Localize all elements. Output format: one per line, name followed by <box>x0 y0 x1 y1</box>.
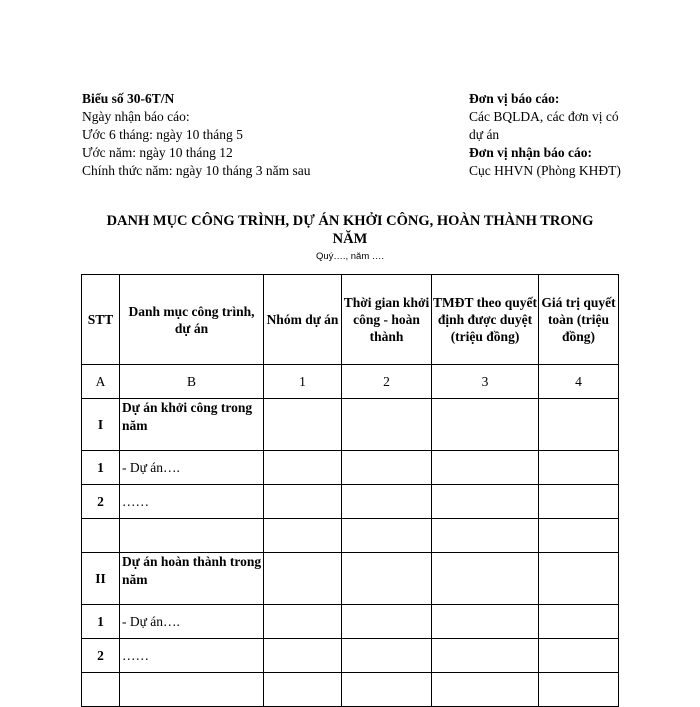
section-stt: II <box>82 553 120 605</box>
section-stt: I <box>82 399 120 451</box>
receiving-unit-label: Đơn vị nhận báo cáo: <box>469 145 593 160</box>
code-cell: 2 <box>342 365 432 399</box>
code-row <box>82 365 619 399</box>
header-left <box>82 90 382 180</box>
reporting-unit-label: Đơn vị báo cáo: <box>469 91 560 106</box>
section-row <box>82 553 619 605</box>
table-row <box>82 451 619 485</box>
row-stt: 2 <box>82 485 120 519</box>
table-header-row <box>82 275 619 365</box>
reporting-unit-value: Các BQLDA, các đơn vị có dự án <box>469 109 619 142</box>
document-subtitle: Quý…., năm …. <box>315 251 385 262</box>
row-stt: 1 <box>82 451 120 485</box>
project-table <box>81 274 619 707</box>
header-stt: STT <box>82 275 120 365</box>
table-row <box>82 485 619 519</box>
row-name: - Dự án…. <box>120 451 264 485</box>
estimate-year: Ước năm: ngày 10 tháng 12 <box>82 145 233 160</box>
row-name: - Dự án…. <box>120 605 264 639</box>
row-stt: 1 <box>82 605 120 639</box>
code-cell: 1 <box>264 365 342 399</box>
form-number: Biểu số 30-6T/N <box>82 91 175 106</box>
header-right <box>469 90 629 180</box>
header-time: Thời gian khởi công - hoàn thành <box>342 275 432 365</box>
section-row <box>82 399 619 451</box>
table-row <box>82 639 619 673</box>
section-name: Dự án khởi công trong năm <box>120 399 264 451</box>
header-project-list: Danh mục công trình, dự án <box>120 275 264 365</box>
code-cell: 4 <box>539 365 619 399</box>
empty-row <box>82 519 619 553</box>
header-project-group: Nhóm dự án <box>264 275 342 365</box>
estimate-6-months: Ước 6 tháng: ngày 10 tháng 5 <box>82 127 243 142</box>
header-settlement-value: Giá trị quyết toàn (triệu đồng) <box>539 275 619 365</box>
header-total-investment: TMĐT theo quyết định được duyệt (triệu đồng) <box>432 275 539 365</box>
section-name: Dự án hoàn thành trong năm <box>120 553 264 605</box>
receive-date-label: Ngày nhận báo cáo: <box>82 109 190 124</box>
document-title: DANH MỤC CÔNG TRÌNH, DỰ ÁN KHỞI CÔNG, HOÀN THÀNH TRONG NĂM <box>106 213 594 247</box>
row-name: …… <box>120 485 264 519</box>
code-cell: 3 <box>432 365 539 399</box>
code-cell: B <box>120 365 264 399</box>
table-row <box>82 605 619 639</box>
official-year: Chính thức năm: ngày 10 tháng 3 năm sau <box>82 163 311 178</box>
row-stt: 2 <box>82 639 120 673</box>
empty-row <box>82 673 619 707</box>
receiving-unit-value: Cục HHVN (Phòng KHĐT) <box>469 163 621 178</box>
code-cell: A <box>82 365 120 399</box>
row-name: …… <box>120 639 264 673</box>
